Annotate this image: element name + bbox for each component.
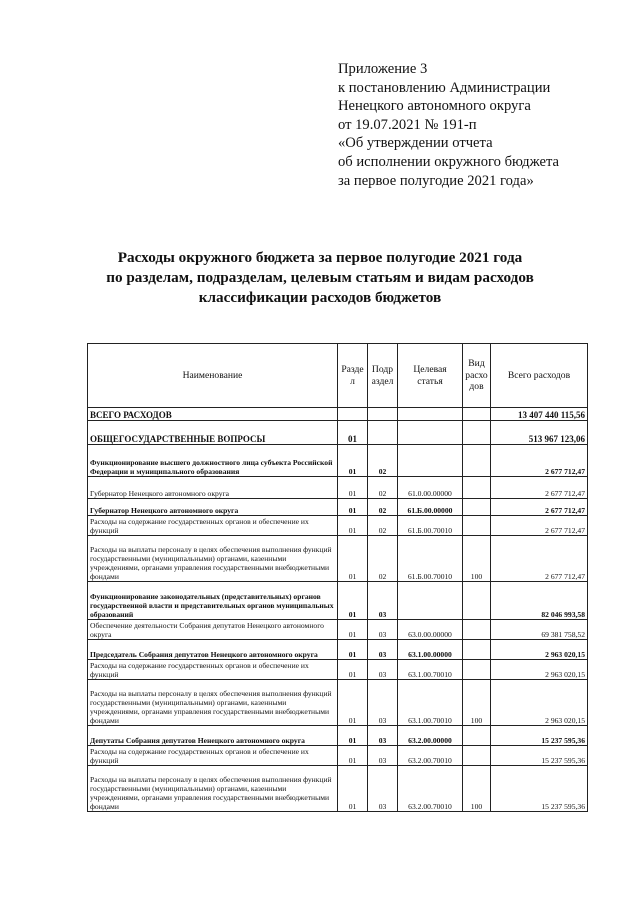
table-row — [88, 477, 588, 499]
table-row — [88, 680, 588, 726]
cell-target: 63.1.00.70010 — [398, 680, 463, 726]
table-row — [88, 620, 588, 640]
header-kind: Вид расхо дов — [463, 344, 491, 408]
title-line: Расходы окружного бюджета за первое полугодие 2021 года — [117, 249, 523, 266]
cell-kind — [463, 445, 491, 477]
table-row — [88, 536, 588, 582]
cell-total: 2 963 020,15 — [491, 680, 588, 726]
cell-target: 61.Б.00.00000 — [398, 499, 463, 516]
cell-target: 63.1.00.70010 — [398, 660, 463, 680]
cell-sub: 03 — [368, 766, 398, 812]
cell-kind — [463, 408, 491, 421]
cell-name: Функционирование законодательных (представительных) органов государственной власти и представительных органов муниципальных образований — [88, 582, 338, 620]
appendix-line: Ненецкого автономного округа — [338, 98, 531, 115]
cell-sub — [368, 408, 398, 421]
cell-sec: 01 — [338, 680, 368, 726]
cell-total: 2 963 020,15 — [491, 640, 588, 660]
cell-target — [398, 582, 463, 620]
cell-sec: 01 — [338, 620, 368, 640]
cell-sub: 02 — [368, 516, 398, 536]
title-line: классификации расходов бюджетов — [198, 289, 442, 306]
cell-kind — [463, 516, 491, 536]
cell-kind — [463, 660, 491, 680]
cell-kind — [463, 620, 491, 640]
title-line: по разделам, подразделам, целевым статьям и видам расходов — [106, 269, 534, 286]
cell-name: Председатель Собрания депутатов Ненецкого автономного округа — [88, 640, 338, 660]
cell-sec: 01 — [338, 477, 368, 499]
cell-target: 63.1.00.00000 — [398, 640, 463, 660]
cell-sec — [338, 408, 368, 421]
cell-target: 61.0.00.00000 — [398, 477, 463, 499]
header-name: Наименование — [88, 344, 338, 408]
cell-kind — [463, 499, 491, 516]
table-row — [88, 726, 588, 746]
cell-name: ВСЕГО РАСХОДОВ — [88, 408, 338, 421]
cell-name: Расходы на содержание государственных органов и обеспечение их функций — [88, 746, 338, 766]
cell-sec: 01 — [338, 445, 368, 477]
table-row — [88, 766, 588, 812]
cell-total: 15 237 595,36 — [491, 746, 588, 766]
table-row — [88, 445, 588, 477]
appendix-line: «Об утверждении отчета — [338, 135, 493, 152]
cell-name: Губернатор Ненецкого автономного округа — [88, 499, 338, 516]
cell-sub — [368, 421, 398, 445]
header-section: Разде л — [338, 344, 368, 408]
cell-sec: 01 — [338, 582, 368, 620]
cell-kind — [463, 582, 491, 620]
cell-total: 15 237 595,36 — [491, 726, 588, 746]
cell-sub: 02 — [368, 477, 398, 499]
cell-sub: 03 — [368, 726, 398, 746]
cell-sec: 01 — [338, 499, 368, 516]
table-row — [88, 499, 588, 516]
cell-kind: 100 — [463, 766, 491, 812]
table-row — [88, 408, 588, 421]
cell-sec: 01 — [338, 746, 368, 766]
cell-total: 15 237 595,36 — [491, 766, 588, 812]
cell-total: 69 381 758,52 — [491, 620, 588, 640]
header-subsection: Подр аздел — [368, 344, 398, 408]
cell-name: Расходы на содержание государственных органов и обеспечение их функций — [88, 516, 338, 536]
cell-sec: 01 — [338, 726, 368, 746]
cell-total: 2 677 712,47 — [491, 477, 588, 499]
cell-total: 2 677 712,47 — [491, 516, 588, 536]
cell-target: 63.2.00.70010 — [398, 766, 463, 812]
cell-name: Депутаты Собрания депутатов Ненецкого автономного округа — [88, 726, 338, 746]
cell-sub: 03 — [368, 640, 398, 660]
cell-kind — [463, 746, 491, 766]
cell-kind — [463, 726, 491, 746]
cell-sec: 01 — [338, 660, 368, 680]
cell-sub: 03 — [368, 620, 398, 640]
cell-total: 2 963 020,15 — [491, 660, 588, 680]
cell-target — [398, 421, 463, 445]
cell-name: Расходы на выплаты персоналу в целях обеспечения выполнения функций государственными (муниципальными) органами, казенными учреждениями, органами управления государственными внебюджетными фондами — [88, 680, 338, 726]
cell-target: 61.Б.00.70010 — [398, 516, 463, 536]
appendix-block — [338, 60, 559, 190]
cell-sub: 03 — [368, 680, 398, 726]
cell-sub: 02 — [368, 536, 398, 582]
table-row — [88, 516, 588, 536]
cell-kind — [463, 477, 491, 499]
header-target: Целевая статья — [398, 344, 463, 408]
cell-name: Функционирование высшего должностного лица субъекта Российской Федерации и муниципального образования — [88, 445, 338, 477]
cell-name: Расходы на выплаты персоналу в целях обеспечения выполнения функций государственными (муниципальными) органами, казенными учреждениями, органами управления государственными внебюджетными фондами — [88, 536, 338, 582]
table-row — [88, 640, 588, 660]
cell-sub: 02 — [368, 499, 398, 516]
cell-target: 61.Б.00.70010 — [398, 536, 463, 582]
cell-target: 63.2.00.00000 — [398, 726, 463, 746]
cell-name: Губернатор Ненецкого автономного округа — [88, 477, 338, 499]
cell-target — [398, 408, 463, 421]
cell-sec: 01 — [338, 421, 368, 445]
cell-kind: 100 — [463, 536, 491, 582]
budget-table — [87, 343, 588, 812]
cell-name: Обеспечение деятельности Собрания депутатов Ненецкого автономного округа — [88, 620, 338, 640]
document-title — [0, 248, 640, 308]
cell-sub: 02 — [368, 445, 398, 477]
cell-kind — [463, 640, 491, 660]
cell-sub: 03 — [368, 660, 398, 680]
cell-sec: 01 — [338, 766, 368, 812]
cell-name: Расходы на выплаты персоналу в целях обеспечения выполнения функций государственными (муниципальными) органами, казенными учреждениями, органами управления государственными внебюджетными фондами — [88, 766, 338, 812]
appendix-line: Приложение 3 — [338, 61, 428, 77]
table-row — [88, 660, 588, 680]
cell-total: 2 677 712,47 — [491, 445, 588, 477]
table-row — [88, 746, 588, 766]
cell-sec: 01 — [338, 640, 368, 660]
appendix-line: к постановлению Администрации — [338, 79, 551, 96]
cell-sub: 03 — [368, 746, 398, 766]
cell-sub: 03 — [368, 582, 398, 620]
cell-total: 513 967 123,06 — [491, 421, 588, 445]
cell-target: 63.0.00.00000 — [398, 620, 463, 640]
cell-sec: 01 — [338, 536, 368, 582]
cell-sec: 01 — [338, 516, 368, 536]
table-row — [88, 582, 588, 620]
cell-total: 82 046 993,58 — [491, 582, 588, 620]
cell-target: 63.2.00.70010 — [398, 746, 463, 766]
appendix-line: от 19.07.2021 № 191-п — [338, 116, 477, 133]
table-header-row — [88, 344, 588, 408]
cell-total: 13 407 440 115,56 — [491, 408, 588, 421]
cell-total: 2 677 712,47 — [491, 536, 588, 582]
appendix-line: об исполнении окружного бюджета — [338, 153, 559, 170]
header-total: Всего расходов — [491, 344, 588, 408]
cell-target — [398, 445, 463, 477]
cell-name: Расходы на содержание государственных органов и обеспечение их функций — [88, 660, 338, 680]
cell-total: 2 677 712,47 — [491, 499, 588, 516]
cell-name: ОБЩЕГОСУДАРСТВЕННЫЕ ВОПРОСЫ — [88, 421, 338, 445]
appendix-line: за первое полугодие 2021 года» — [338, 172, 534, 189]
table-row — [88, 421, 588, 445]
table-body — [88, 408, 588, 812]
cell-kind: 100 — [463, 680, 491, 726]
cell-kind — [463, 421, 491, 445]
